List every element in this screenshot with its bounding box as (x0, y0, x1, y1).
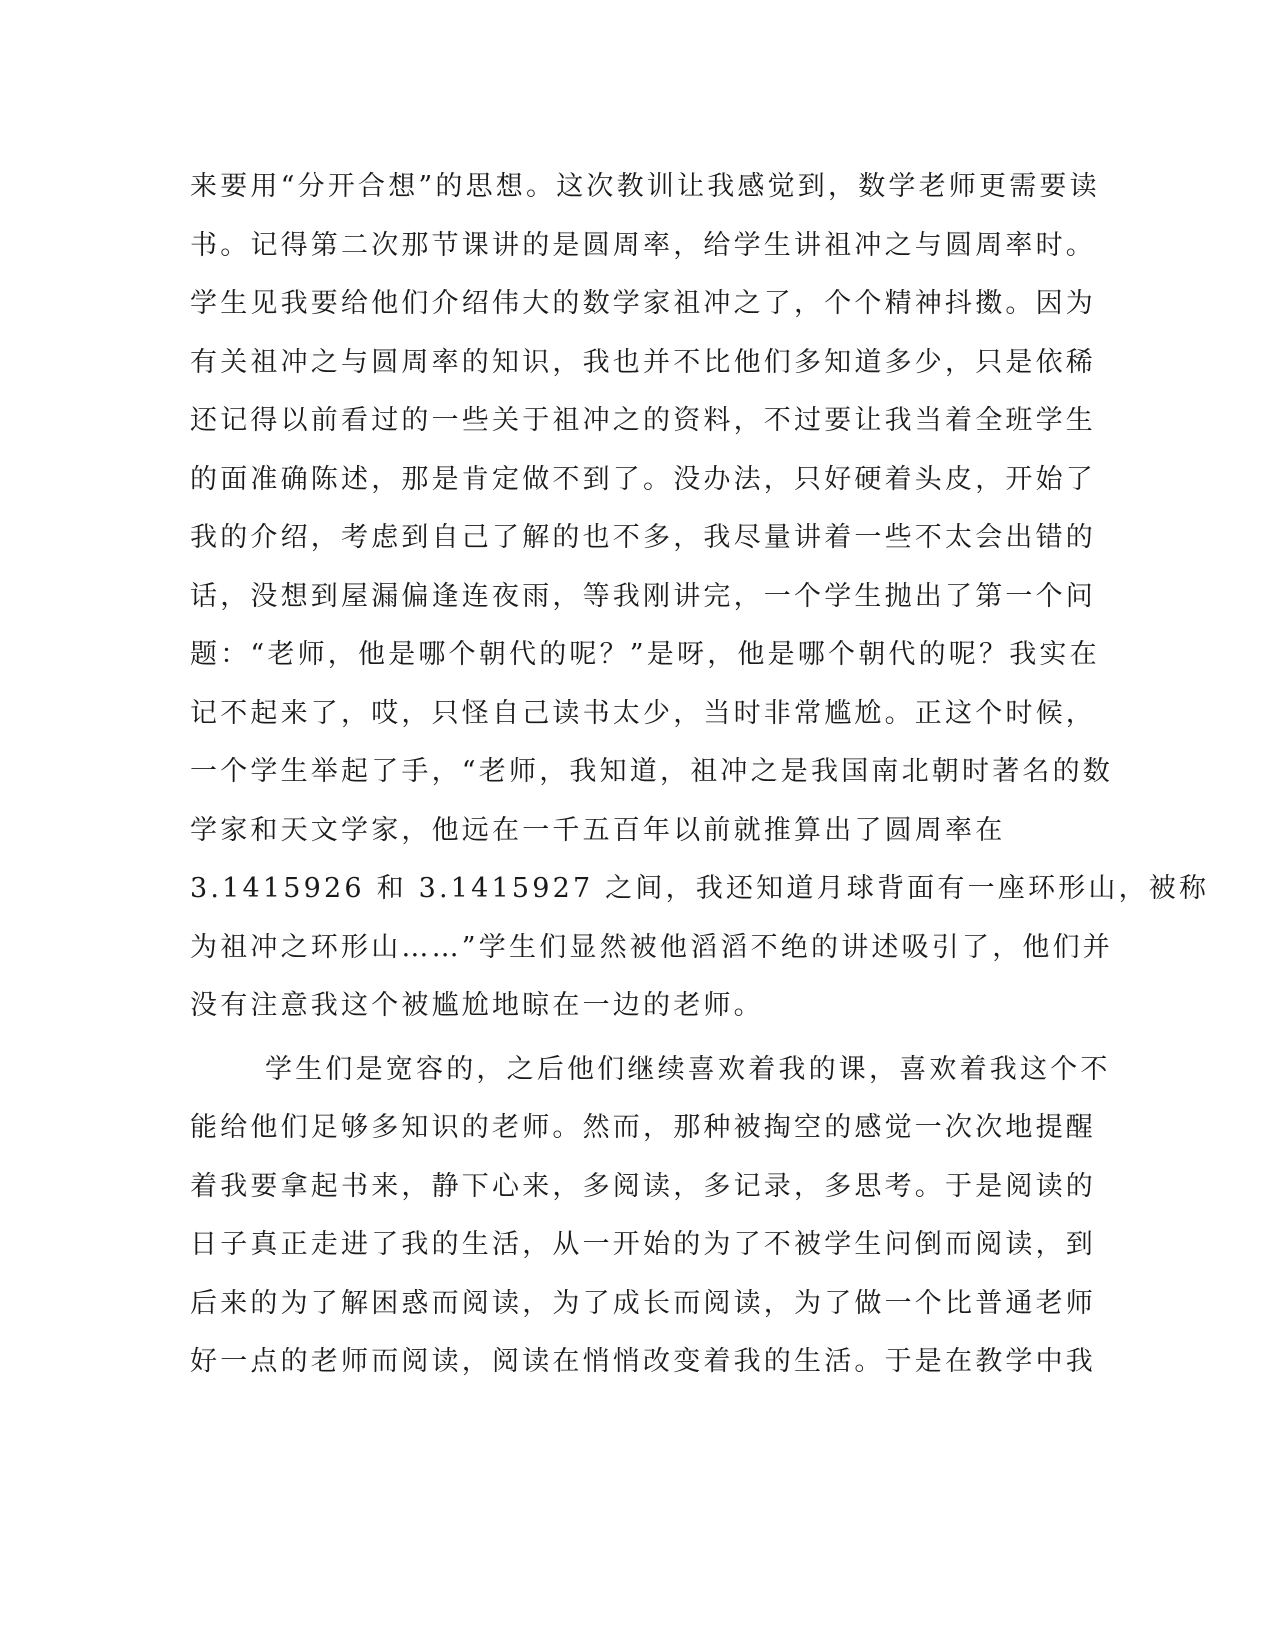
text-line: 学家和天文学家，他远在一千五百年以前就推算出了圆周率在 (190, 814, 1006, 846)
text-line: 书。记得第二次那节课讲的是圆周率，给学生讲祖冲之与圆周率时。 (190, 229, 1096, 261)
text-line: 后来的为了解困惑而阅读，为了成长而阅读，为了做一个比普通老师 (190, 1287, 1096, 1319)
text-line: 学生见我要给他们介绍伟大的数学家祖冲之了，个个精神抖擞。因为 (190, 288, 1096, 319)
body-text (190, 158, 1210, 1392)
text-line: 有关祖冲之与圆周率的知识，我也并不比他们多知道多少，只是依稀 (190, 346, 1096, 378)
text-line: 我的介绍，考虑到自己了解的也不多，我尽量讲着一些不太会出错的 (190, 522, 1096, 553)
text-line: 来要用“分开合想”的思想。这次教训让我感觉到，数学老师更需要读 (190, 171, 1100, 202)
text-line: 题：“老师，他是哪个朝代的呢？”是呀，他是哪个朝代的呢？我实在 (190, 639, 1100, 670)
text-line: 还记得以前看过的一些关于祖冲之的资料，不过要让我当着全班学生 (190, 405, 1096, 436)
text-line: 一个学生举起了手，“老师，我知道，祖冲之是我国南北朝时著名的数 (190, 756, 1114, 787)
text-line: 记不起来了，哎，只怪自己读书太少，当时非常尴尬。正这个时候， (190, 697, 1096, 729)
text-line: 好一点的老师而阅读，阅读在悄悄改变着我的生活。于是在教学中我 (190, 1346, 1096, 1377)
text-line: 的面准确陈述，那是肯定做不到了。没办法，只好硬着头皮，开始了 (190, 463, 1096, 495)
text-line: 着我要拿起书来，静下心来，多阅读，多记录，多思考。于是阅读的 (190, 1170, 1096, 1202)
text-line: 3.1415926 和 3.1415927 之间，我还知道月球背面有一座环形山，被称 (190, 873, 1210, 904)
text-line: 没有注意我这个被尴尬地晾在一边的老师。 (190, 990, 764, 1021)
text-line: 能给他们足够多知识的老师。然而，那种被掏空的感觉一次次地提醒 (190, 1112, 1096, 1143)
text-line: 日子真正走进了我的生活，从一开始的为了不被学生问倒而阅读，到 (190, 1229, 1096, 1260)
paragraph-1 (190, 158, 1210, 1036)
paragraph-2 (190, 1041, 1111, 1392)
text-line: 为祖冲之环形山……”学生们显然被他滔滔不绝的讲述吸引了，他们并 (190, 931, 1114, 963)
text-line: 话，没想到屋漏偏逢连夜雨，等我刚讲完，一个学生抛出了第一个问 (190, 580, 1096, 612)
text-line: 学生们是宽容的，之后他们继续喜欢着我的课，喜欢着我这个不 (265, 1053, 1111, 1085)
